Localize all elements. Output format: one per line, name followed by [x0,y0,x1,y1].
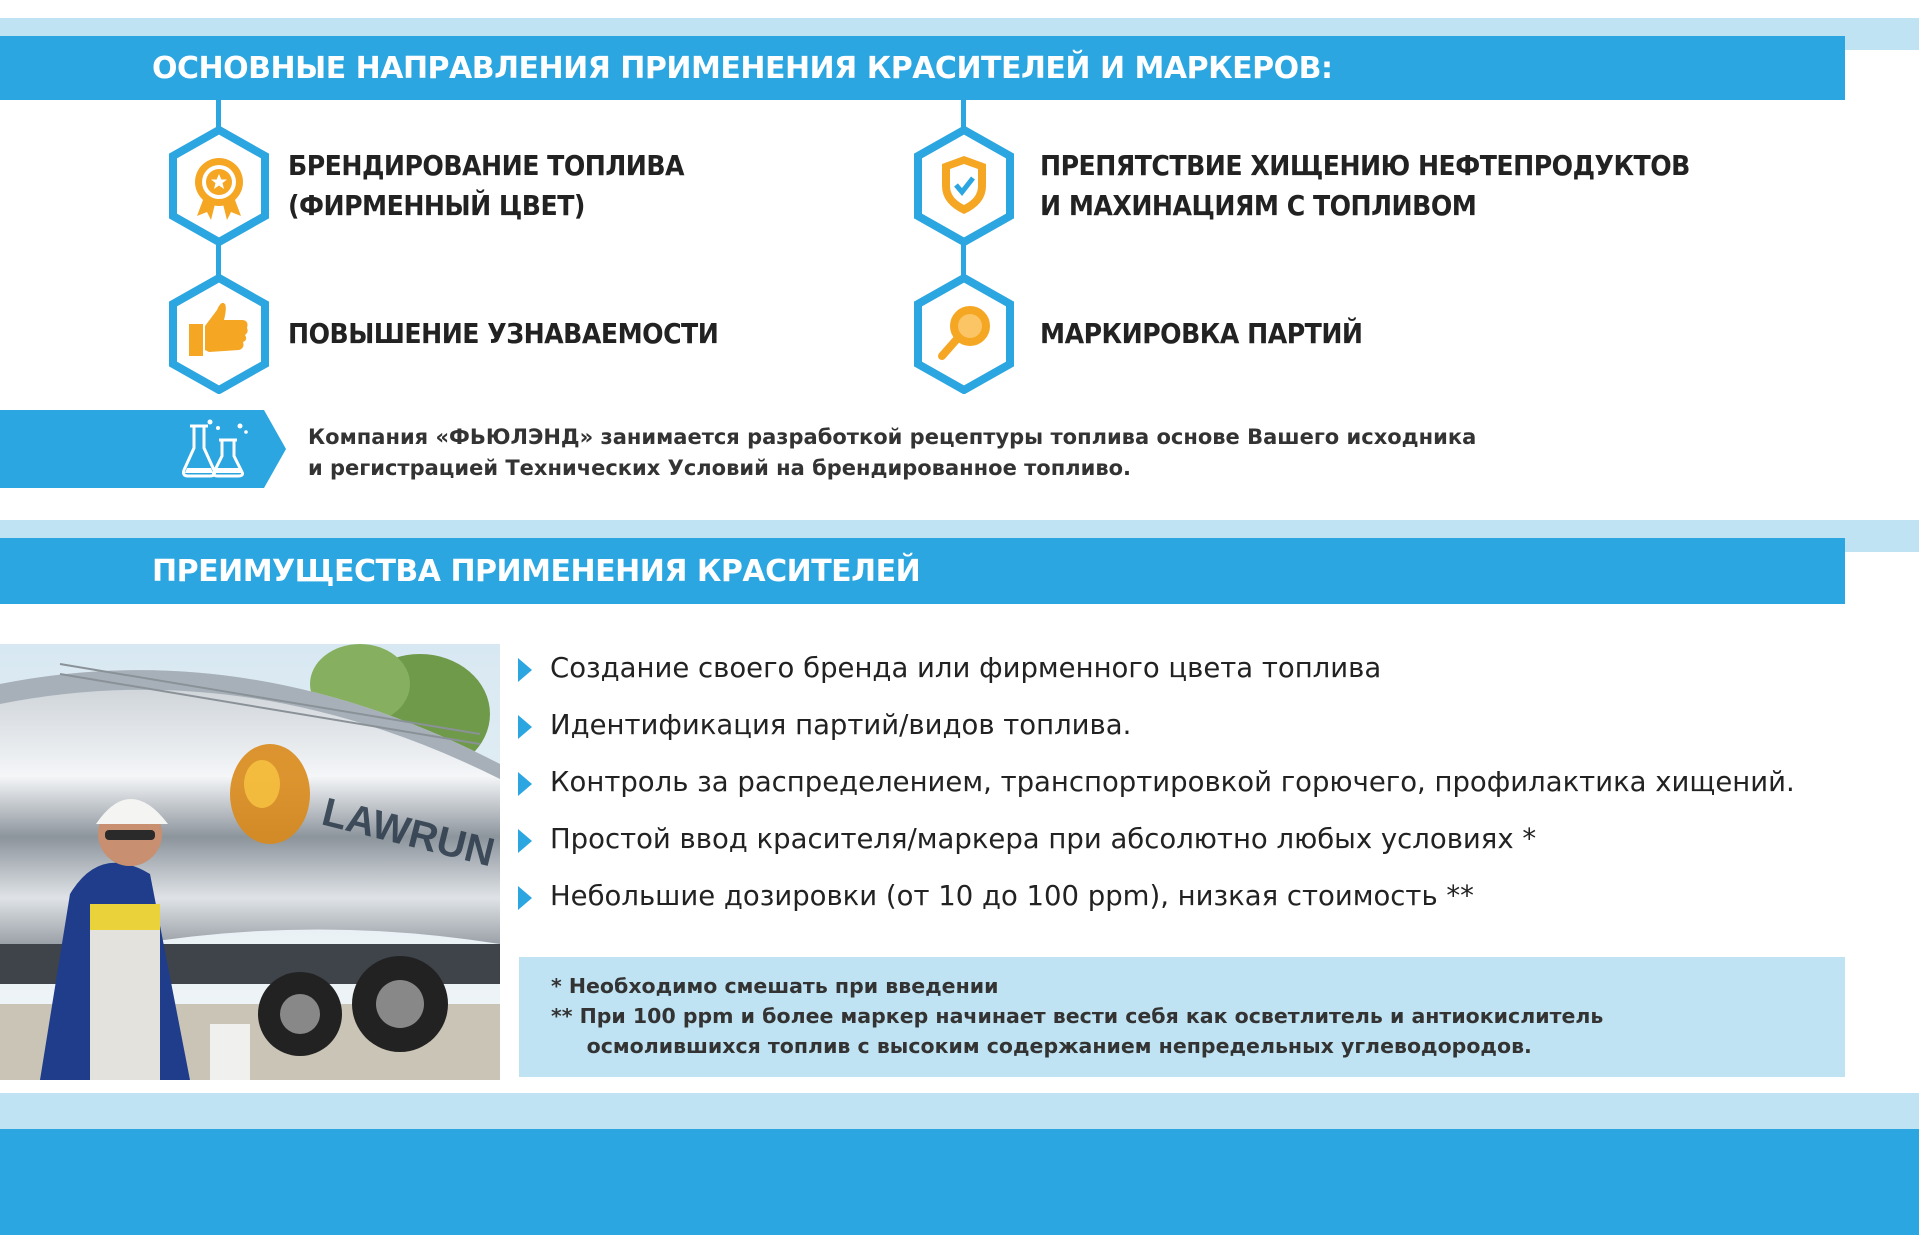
benefit-item: Идентификация партий/видов топлива. [518,697,1795,754]
bottom-footer-bar [0,1129,1919,1235]
benefit-item: Контроль за распределением, транспортировкой горючего, профилактика хищений. [518,754,1795,811]
award-badge-icon [167,126,271,246]
footnote-2-continued: осмолившихся топлив с высоким содержанием непредельных углеводородов. [551,1034,1532,1058]
shield-icon [912,126,1016,246]
section2-title: ПРЕИМУЩЕСТВА ПРИМЕНЕНИЯ КРАСИТЕЛЕЙ [152,554,921,589]
magnifier-icon [912,274,1016,394]
thumbs-up-icon [167,274,271,394]
bottom-decor-band [0,1093,1919,1129]
truck-logo-text: LAWRUN [317,790,499,876]
footnote-1: * Необходимо смешать при введении [551,974,999,998]
footnote-2: ** При 100 ppm и более маркер начинает вести себя как осветлитель и антиокислитель [551,1004,1604,1028]
benefit-item: Создание своего бренда или фирменного цвета топлива [518,640,1795,697]
bullet-arrow-icon [518,829,532,853]
company-note-text: Компания «ФЬЮЛЭНД» занимается разработкой рецептуры топлива основе Вашего исходника и регистрацией Технических Условий на брендированное топливо. [308,425,1477,480]
tanker-worker-photo [0,644,500,1080]
direction-branding-text: БРЕНДИРОВАНИЕ ТОПЛИВА (ФИРМЕННЫЙ ЦВЕТ) [288,149,685,222]
section1-title: ОСНОВНЫЕ НАПРАВЛЕНИЯ ПРИМЕНЕНИЯ КРАСИТЕЛЕЙ И МАРКЕРОВ: [152,51,1333,86]
bullet-arrow-icon [518,772,532,796]
benefits-list [518,640,1795,925]
benefit-item: Простой ввод красителя/маркера при абсолютно любых условиях * [518,811,1795,868]
lab-flasks-icon [180,416,250,482]
direction-batch-marking-text: МАРКИРОВКА ПАРТИЙ [1040,317,1363,350]
benefit-item: Небольшие дозировки (от 10 до 100 ppm), низкая стоимость ** [518,868,1795,925]
bullet-arrow-icon [518,715,532,739]
direction-recognition-text: ПОВЫШЕНИЕ УЗНАВАЕМОСТИ [288,317,719,350]
footnote-box [519,957,1845,1077]
bullet-arrow-icon [518,886,532,910]
bullet-arrow-icon [518,658,532,682]
direction-anti-theft-text: ПРЕПЯТСТВИЕ ХИЩЕНИЮ НЕФТЕПРОДУКТОВ И МАХИНАЦИЯМ С ТОПЛИВОМ [1040,149,1690,222]
